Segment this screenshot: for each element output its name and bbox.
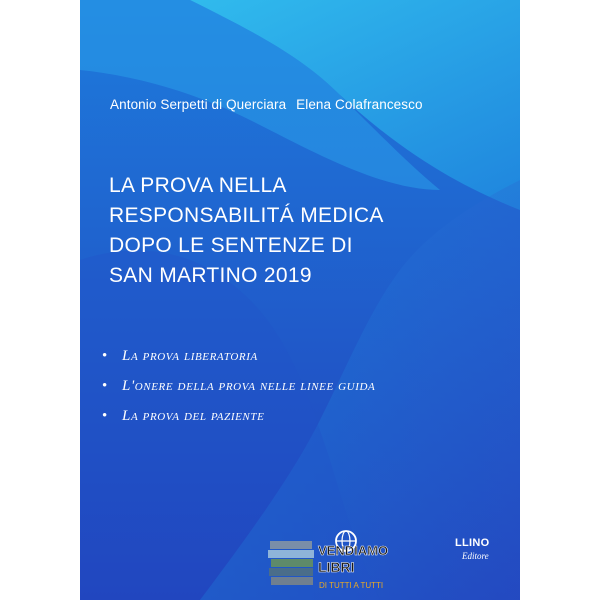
publisher-subtitle: Editore: [462, 551, 489, 561]
cover-background-waves: [80, 0, 520, 600]
bullet-icon: •: [102, 378, 108, 394]
book-cover: [80, 0, 520, 600]
author-name: Elena Colafrancesco: [296, 97, 423, 112]
vendiamo-libri-stamp: [268, 525, 418, 595]
title-line: LA PROVA NELLA: [109, 174, 287, 197]
bullet-icon: •: [102, 348, 108, 364]
title-line: RESPONSABILITÁ MEDICA: [109, 204, 384, 227]
topic-list: [102, 343, 502, 433]
title-line: SAN MARTINO 2019: [109, 264, 312, 287]
topic-item: [102, 343, 502, 373]
topic-item: [102, 403, 502, 433]
topic-text: La prova del paziente: [122, 408, 265, 424]
topic-text: L'onere della prova nelle linee guida: [122, 378, 376, 394]
bullet-icon: •: [102, 408, 108, 424]
authors: [110, 97, 520, 112]
title-line: DOPO LE SENTENZE DI: [109, 234, 353, 257]
stamp-line-vendiamo: VENDIAMO: [318, 543, 389, 558]
author-name: Antonio Serpetti di Querciara: [110, 97, 287, 112]
stamp-line-tagline: DI TUTTI A TUTTI: [319, 581, 384, 590]
book-title: [109, 171, 509, 291]
publisher-name: LLINO: [455, 537, 490, 549]
topic-text: La prova liberatoria: [122, 348, 258, 364]
topic-item: [102, 373, 502, 403]
books-stack-icon: [268, 541, 314, 585]
stamp-line-libri: LIBRI: [318, 559, 355, 575]
